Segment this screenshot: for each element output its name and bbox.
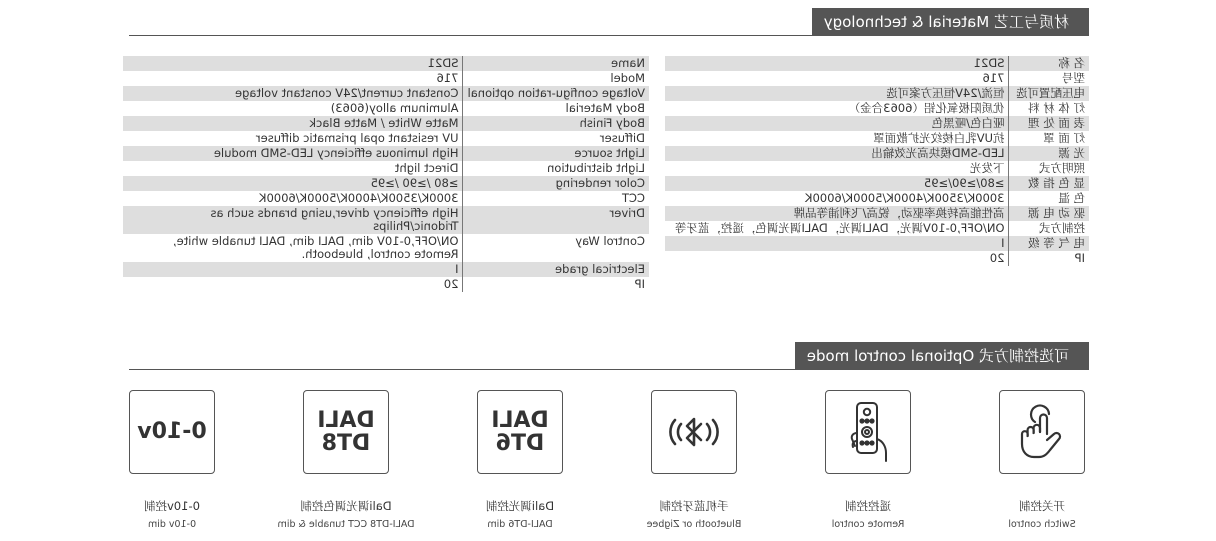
control-mode-switch (999, 390, 1085, 530)
spec-row (123, 262, 649, 277)
spec-label: Diffuser (463, 131, 649, 146)
control-mode-label-en: 0-10v dim (147, 519, 197, 530)
bluetooth-icon (651, 390, 737, 474)
spec-row (665, 86, 1089, 101)
dali-dt8-icon (303, 390, 389, 474)
spec-label: Control Way (463, 234, 649, 262)
control-mode-label-cn: 0-10v控制 (144, 499, 200, 513)
spec-label: Electrical grade (463, 262, 649, 277)
spec-value: Matte White / Matte Black (123, 116, 463, 131)
control-mode-label-en: Bluetooth or Zigbee (646, 519, 742, 530)
spec-value: UV resistant opal prismatic diffuser (123, 131, 463, 146)
control-mode-label-cn: Dali调光调色控制 (300, 499, 392, 513)
spec-label: Name (463, 56, 649, 71)
spec-label: 型号 (1009, 71, 1089, 86)
spec-row (665, 131, 1089, 146)
spec-label: IP (463, 277, 649, 292)
spec-row (123, 176, 649, 191)
control-mode-label-en: Remote control (831, 519, 905, 530)
zero-ten-volt-icon (129, 390, 215, 474)
spec-value: 3000K/3500K/4000K/5000K/6000K (123, 191, 463, 206)
spec-value: 优质阳极氧化铝（6063合金） (665, 101, 1009, 116)
control-mode-label-cn: 开关控制 (1019, 499, 1065, 513)
spec-label: 电 气 等 级 (1009, 236, 1089, 251)
spec-row (665, 206, 1089, 221)
spec-label: IP (1009, 251, 1089, 266)
spec-value: 3000K/3500K/4000K/5000K/6000K (665, 191, 1009, 206)
spec-row (665, 116, 1089, 131)
section-divider (129, 35, 1089, 36)
spec-row (123, 161, 649, 176)
spec-row (665, 251, 1089, 266)
spec-value: I (123, 262, 463, 277)
control-mode-label-cn: Dali调光控制 (485, 499, 555, 513)
spec-label: Driver (463, 206, 649, 234)
spec-row (123, 206, 649, 234)
spec-row (665, 146, 1089, 161)
spec-value: LED-SMD模块高光效输出 (665, 146, 1009, 161)
spec-row (123, 234, 649, 262)
spec-label: Color rendering (463, 176, 649, 191)
cn-spec-table (665, 56, 1089, 266)
section-marker (1081, 342, 1089, 370)
spec-label: 显 色 指 数 (1009, 176, 1089, 191)
spec-label: Body Finish (463, 116, 649, 131)
spec-value: ≥80/≥90/≥95 (665, 176, 1009, 191)
control-mode-label-en: Switch control (1008, 519, 1076, 530)
control-mode-label-en: DALI-DT8 CCT tunable & dim (277, 519, 415, 530)
spec-row (123, 86, 649, 101)
spec-row (123, 116, 649, 131)
control-mode-remote (825, 390, 911, 530)
dali-dt6-icon (477, 390, 563, 474)
remote-control-icon (825, 390, 911, 474)
spec-label: Voltage configu-ration optional (463, 86, 649, 101)
spec-row (123, 191, 649, 206)
spec-row (665, 176, 1089, 191)
zero-ten-volt-icon-text: 0-10v (137, 419, 207, 445)
spec-value: Direct light (123, 161, 463, 176)
spec-label: Body Material (463, 101, 649, 116)
control-mode-label-en: DALI-DT6 dim (487, 519, 553, 530)
spec-value: SD21 (123, 56, 463, 71)
spec-value: I (665, 236, 1009, 251)
spec-label: CCT (463, 191, 649, 206)
spec-value: 716 (665, 71, 1009, 86)
spec-label: 控制方式 (1009, 221, 1089, 236)
spec-row (123, 101, 649, 116)
spec-label: 照明方式 (1009, 161, 1089, 176)
dali-dt8-icon-text: DALI DT8 (317, 407, 375, 456)
spec-value: 哑白色/哑黑色 (665, 116, 1009, 131)
spec-value: High luminous efficiency LED-SMD module (123, 146, 463, 161)
spec-label: 光 源 (1009, 146, 1089, 161)
spec-value: SD21 (665, 56, 1009, 71)
spec-label: Light source (463, 146, 649, 161)
spec-row (123, 146, 649, 161)
spec-value: High efficiency driver,using brands such as Tridonic/Philips (123, 206, 463, 234)
spec-label: Model (463, 71, 649, 86)
spec-value: 抗UV乳白棱纹光扩散面罩 (665, 131, 1009, 146)
spec-label: 色 温 (1009, 191, 1089, 206)
control-mode-bluetooth (646, 390, 742, 530)
control-mode-dali-dt6 (477, 390, 563, 530)
spec-row (665, 56, 1089, 71)
spec-label: 灯 体 材 料 (1009, 101, 1089, 116)
spec-value: ON/OFF,0-10V调光，DALI调光，DALI调光调色，遥控，蓝牙等 (665, 221, 1009, 236)
dali-dt6-icon-text: DALI DT6 (491, 407, 549, 456)
spec-label: Light distribution (463, 161, 649, 176)
control-mode-dali-dt8 (277, 390, 415, 530)
spec-label: 电压配置可选 (1009, 86, 1089, 101)
spec-value: 20 (123, 277, 463, 292)
control-mode-label-cn: 遥控控制 (845, 499, 891, 513)
switch-hand-icon (999, 390, 1085, 474)
control-mode-0-10v (129, 390, 215, 530)
spec-row (665, 161, 1089, 176)
spec-value: 恒流/24V恒压方案可选 (665, 86, 1009, 101)
spec-label: 灯 面 罩 (1009, 131, 1089, 146)
material-section-header (812, 8, 1089, 36)
spec-label: 驱 动 电 源 (1009, 206, 1089, 221)
spec-row (665, 101, 1089, 116)
spec-row (665, 71, 1089, 86)
spec-row (123, 277, 649, 292)
spec-row (665, 236, 1089, 251)
material-section-title: 材质与工艺 Material & technology (812, 8, 1081, 36)
control-section-header (795, 342, 1089, 370)
spec-row (665, 221, 1089, 236)
spec-value: Aluminum alloy(6063) (123, 101, 463, 116)
section-marker (1081, 8, 1089, 36)
spec-row (665, 191, 1089, 206)
spec-label: 名 称 (1009, 56, 1089, 71)
control-section-title: 可选控制方式 Optional control mode (795, 342, 1081, 370)
control-mode-label-cn: 手机蓝牙控制 (659, 499, 729, 513)
spec-value: 下发光 (665, 161, 1009, 176)
spec-row (123, 71, 649, 86)
spec-row (123, 56, 649, 71)
section-divider (129, 369, 1089, 370)
spec-value: ≥80 /≥90 /≥95 (123, 176, 463, 191)
en-spec-table (123, 56, 649, 292)
spec-label: 表 面 处 理 (1009, 116, 1089, 131)
spec-value: 20 (665, 251, 1009, 266)
spec-row (123, 131, 649, 146)
spec-value: 716 (123, 71, 463, 86)
spec-value: 高性能高转换率驱动，锐高/飞利浦等品牌 (665, 206, 1009, 221)
spec-value: Constant current/24V constant voltage (123, 86, 463, 101)
spec-value: ON/OFF,0-10V dim, DALI dim, DALI tunable white, Remote control, bluebooth. (123, 234, 463, 262)
